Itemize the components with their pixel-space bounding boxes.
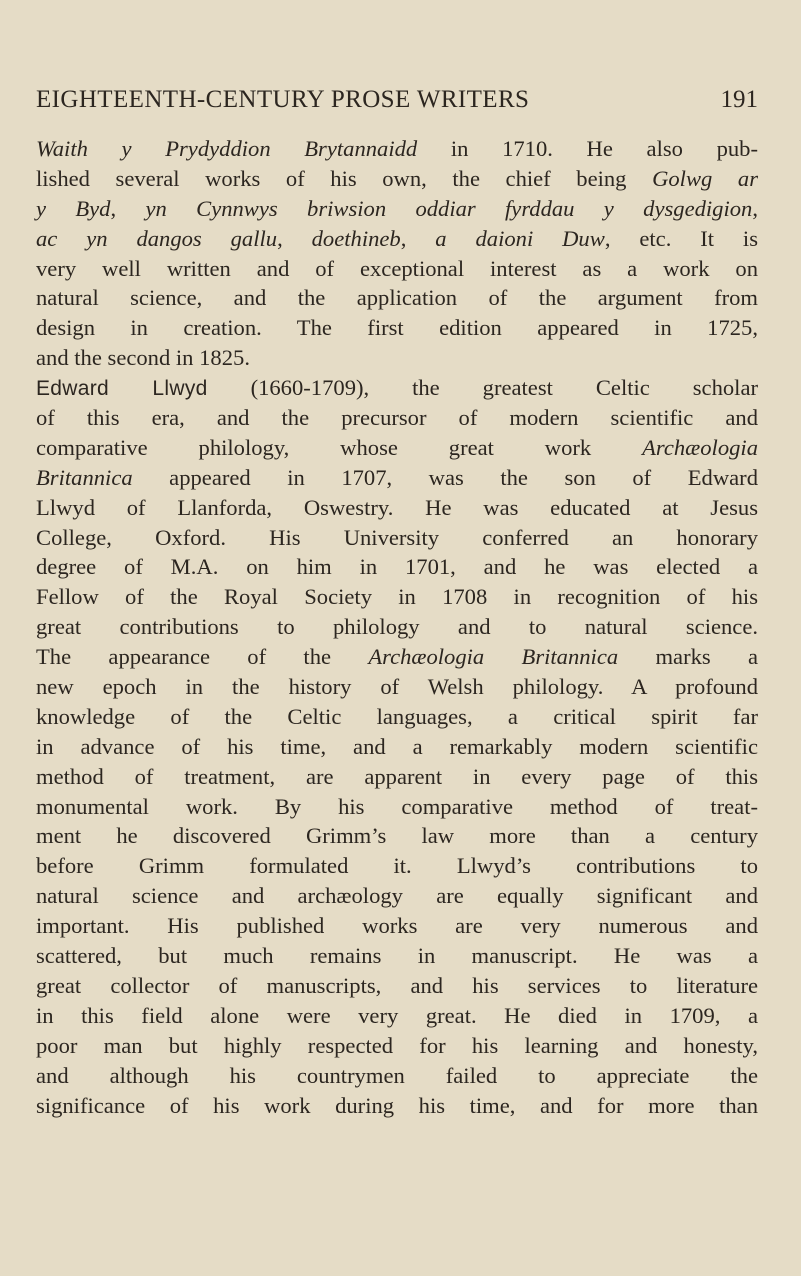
text-run: in 1710. He also pub- xyxy=(417,136,758,161)
text-run: important. His published works are very numerous and xyxy=(36,913,758,939)
text-line xyxy=(36,941,758,971)
italic-title: y Byd xyxy=(36,195,111,221)
text-run: scattered, but much remains in manuscript. He was a xyxy=(36,943,758,969)
text-run: ment he discovered Grimm’s law more than a century xyxy=(36,823,758,849)
italic-title: Britannica xyxy=(36,464,133,490)
text-line xyxy=(36,224,758,254)
text-run: College, Oxford. His University conferred an honorary xyxy=(36,524,758,550)
text-line xyxy=(36,343,758,373)
text-line xyxy=(36,523,758,553)
text-line xyxy=(36,911,758,941)
text-run: appeared in 1707, was the son of Edward xyxy=(132,464,758,490)
running-head: EIGHTEENTH-CENTURY PROSE WRITERS xyxy=(36,86,530,113)
italic-title: Golwg ar xyxy=(652,165,758,191)
text-run: , xyxy=(110,195,146,221)
text-run: , xyxy=(400,225,436,251)
text-run: natural science and archæology are equally significant and xyxy=(36,883,758,909)
italic-title: a daioni Duw xyxy=(435,225,605,251)
text-run: and the second in 1825. xyxy=(36,345,250,371)
text-run: marks a xyxy=(618,644,759,670)
text-run: design in creation. The first edition appeared in 1725, xyxy=(36,315,758,341)
text-run: great collector of manuscripts, and his services to literature xyxy=(36,972,758,998)
text-line xyxy=(36,463,758,493)
text-line xyxy=(36,552,758,582)
text-line xyxy=(36,433,758,463)
text-line xyxy=(36,134,758,164)
text-run: degree of M.A. on him in 1701, and he was elected a xyxy=(36,554,758,580)
text-line xyxy=(36,762,758,792)
text-line xyxy=(36,1031,758,1061)
italic-title: yn Cynnwys briwsion oddiar fyrddau y dysgedigion xyxy=(145,195,753,221)
text-run: knowledge of the Celtic languages, a critical spirit far xyxy=(36,703,758,729)
text-run: (1660-1709), the greatest Celtic scholar xyxy=(207,375,758,401)
text-line xyxy=(36,373,758,403)
italic-title: Archæologia Britannica xyxy=(368,644,619,670)
italic-title: Archæologia xyxy=(642,434,758,460)
text-line xyxy=(36,403,758,433)
text-run: before Grimm formulated it. Llwyd’s contributions to xyxy=(36,853,758,879)
page-header xyxy=(36,86,758,126)
text-line xyxy=(36,881,758,911)
text-run: , xyxy=(752,195,758,221)
italic-title: doethineb xyxy=(311,225,401,251)
text-run: poor man but highly respected for his learning and honesty, xyxy=(36,1032,758,1058)
text-run: in this field alone were very great. He died in 1709, a xyxy=(36,1002,758,1028)
text-line xyxy=(36,702,758,732)
text-run: of this era, and the precursor of modern scientific and xyxy=(36,405,758,431)
page-number: 191 xyxy=(720,86,758,113)
text-line xyxy=(36,283,758,313)
text-line xyxy=(36,792,758,822)
text-line xyxy=(36,612,758,642)
text-run: , etc. It is xyxy=(604,225,759,251)
text-run: Fellow of the Royal Society in 1708 in recognition of his xyxy=(36,584,758,610)
text-line xyxy=(36,1091,758,1121)
text-run: comparative philology, whose great work xyxy=(36,434,643,460)
text-line xyxy=(36,313,758,343)
text-line xyxy=(36,582,758,612)
text-run: new epoch in the history of Welsh philology. A profound xyxy=(36,674,758,700)
text-line xyxy=(36,194,758,224)
text-run: significance of his work during his time, and for more than xyxy=(36,1092,758,1118)
text-line xyxy=(36,672,758,702)
text-line xyxy=(36,493,758,523)
text-run: method of treatment, are apparent in every page of this xyxy=(36,763,758,789)
text-run: lished several works of his own, the chief being xyxy=(36,165,653,191)
text-line xyxy=(36,821,758,851)
text-line xyxy=(36,254,758,284)
text-line xyxy=(36,164,758,194)
text-run: great contributions to philology and to natural science. xyxy=(36,614,758,640)
text-run: monumental work. By his comparative method of treat- xyxy=(36,793,758,819)
text-line xyxy=(36,732,758,762)
text-line xyxy=(36,971,758,1001)
text-run: and although his countrymen failed to appreciate the xyxy=(36,1062,758,1088)
italic-title: ac yn dangos gallu xyxy=(36,225,278,251)
entry-heading-name: Edward Llwyd xyxy=(36,377,208,401)
text-line xyxy=(36,642,758,672)
text-run: in advance of his time, and a remarkably modern scientific xyxy=(36,733,758,759)
text-run: very well written and of exceptional interest as a work on xyxy=(36,255,758,281)
text-run: Llwyd of Llanforda, Oswestry. He was educated at Jesus xyxy=(36,494,758,520)
text-run: natural science, and the application of the argument from xyxy=(36,285,758,311)
italic-title: Waith y Prydyddion Brytannaidd xyxy=(36,136,418,161)
text-run: The appearance of the xyxy=(36,644,369,670)
text-run: , xyxy=(277,225,312,251)
text-line xyxy=(36,851,758,881)
body-text xyxy=(36,134,758,1120)
text-line xyxy=(36,1061,758,1091)
text-line xyxy=(36,1001,758,1031)
